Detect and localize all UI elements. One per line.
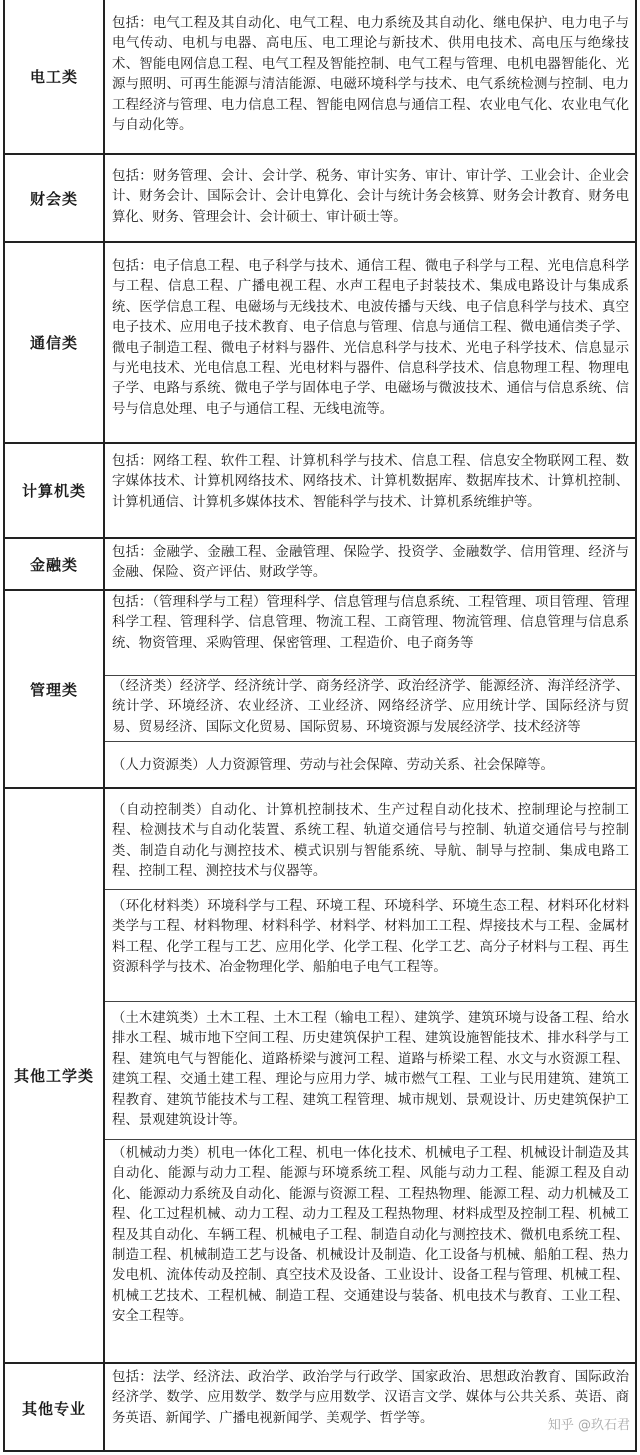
table-row xyxy=(5,0,635,153)
category-cell: 其他工学类 xyxy=(5,789,105,1362)
table-row xyxy=(5,442,635,537)
table-row xyxy=(5,589,635,787)
table-row xyxy=(5,153,635,241)
category-cell: 金融类 xyxy=(5,539,105,589)
category-cell: 电工类 xyxy=(5,0,105,153)
table-row xyxy=(5,1362,635,1452)
category-cell: 财会类 xyxy=(5,155,105,241)
majors-text: （人力资源类）人力资源管理、劳动与社会保障、劳动关系、社会保障等。 xyxy=(105,741,635,787)
majors-text: （环化材料类）环境科学与工程、环境工程、环境科学、环境生态工程、材料环化材料类学与工程、材料物理、材料科学、材料学、材料加工工程、焊接技术与工程、金属材料工程、化学工程与工艺、应用化学、化学工程、化学工艺、高分子材料与工程、再生资源科学与技术、冶金物理化学、船舶电子电气工程等。 xyxy=(105,889,635,1001)
content-cell xyxy=(105,539,635,589)
category-cell: 其他专业 xyxy=(5,1364,105,1452)
majors-text: （经济类）经济学、经济统计学、商务经济学、政治经济学、能源经济、海洋经济学、统计学、环境经济、农业经济、工业经济、网络经济学、应用统计学、国际经济与贸易、贸易经济、国际文化贸易、国际贸易、环境资源与发展经济学、技术经济等 xyxy=(105,675,635,739)
majors-text: （自动控制类）自动化、计算机控制技术、生产过程自动化技术、控制理论与控制工程、检测技术与自动化装置、系统工程、轨道交通信号与控制、轨道交通信号与控制类、制造自动化与测控技术、模式识别与智能系统、导航、制导与控制、集成电路工程、控制工程、测控技术与仪器等。 xyxy=(112,803,629,880)
content-cell xyxy=(105,155,635,241)
table-row xyxy=(5,537,635,589)
content-cell xyxy=(105,591,635,787)
content-cell xyxy=(105,1364,635,1452)
content-cell xyxy=(105,789,635,1362)
majors-text: 包括：网络工程、软件工程、计算机科学与技术、信息工程、信息安全物联网工程、数字媒体技术、计算机网络技术、网络技术、计算机数据库、数据库技术、计算机控制、计算机通信、计算机多媒体技术、智能科学与技术、计算机系统维护等。 xyxy=(112,454,629,510)
category-cell: 计算机类 xyxy=(5,444,105,537)
majors-text: 包括：财务管理、会计、会计学、税务、审计实务、审计、审计学、工业会计、企业会计、财务会计、国际会计、会计电算化、会计与统计务会核算、财务会计教育、财务电算化、财务、管理会计、会计硕士、审计硕士等。 xyxy=(112,169,629,225)
majors-text: 包括：电气工程及其自动化、电气工程、电力系统及其自动化、继电保护、电力电子与电气传动、电机与电器、高电压、电工理论与新技术、供用电技术、高电压与绝缘技术、智能电网信息工程、电气工程及智能控制、电气工程与管理、电机电器智能化、光源与照明、可再生能源与清洁能源、电磁环境科学与技术、电气系统检测与控制、电力工程经济与管理、电力信息工程、智能电网信息与通信工程、农业电气化、农业电气化与自动化等。 xyxy=(112,16,629,134)
majors-text: （土木建筑类）土木工程、土木工程（输电工程）、建筑学、建筑环境与设备工程、给水排水工程、城市地下空间工程、历史建筑保护工程、建筑设施智能技术、排水科学与工程、建筑电气与智能化、道路桥梁与渡河工程、道路与桥梁工程、水文与水资源工程、建筑工程、交通土建工程、理论与应用力学、城市燃气工程、工业与民用建筑、建筑工程教育、建筑节能技术与工程、建筑工程管理、城市规划、景观设计、历史建筑保护工程、景观建筑设计等。 xyxy=(105,1001,635,1205)
category-cell: 通信类 xyxy=(5,243,105,442)
majors-text: 包括：电子信息工程、电子科学与技术、通信工程、微电子科学与工程、光电信息科学与工程、信息工程、广播电视工程、水声工程电子封装技术、集成电路设计与集成系统、医学信息工程、电磁场与无线技术、电波传播与天线、电子信息科学与技术、真空电子技术、应用电子技术教育、电子信息与管理、信息与通信工程、微电通信类子学、微电子制造工程、微电子材料与器件、光信息科学与技术、光电子科学技术、信息显示与光电技术、光电信息工程、光电材料与器件、信息科学技术、信息物理工程、物理电子学、电路与系统、微电子学与固体电子学、电磁场与微波技术、通信与信息系统、信号与信息处理、电子与通信工程、无线电流等。 xyxy=(112,259,629,417)
zhihu-watermark: 知乎 @玖石君 xyxy=(547,1418,630,1433)
category-cell: 管理类 xyxy=(5,591,105,787)
content-cell xyxy=(105,243,635,442)
majors-text: 包括：金融学、金融工程、金融管理、保险学、投资学、金融数学、信用管理、经济与金融、保险、资产评估、财政学等。 xyxy=(112,545,629,581)
table-row xyxy=(5,787,635,1362)
content-cell xyxy=(105,0,635,153)
table-row xyxy=(5,241,635,442)
content-cell xyxy=(105,444,635,537)
majors-text: （机械动力类）机电一体化工程、机电一体化技术、机械电子工程、机械设计制造及其自动化、能源与动力工程、能源与环境系统工程、风能与动力工程、能源工程及自动化、能源动力系统及自动化、能源与资源工程、工程热物理、能源工程、动力机械及工程、化工过程机械、动力工程、动力工程及工程热物理、材料成型及控制工程、机械工程及其自动化、车辆工程、机械电子工程、制造自动化与测控技术、微机电系统工程、制造工程、机械制造工艺与设备、机械设计及制造、化工设备与机械、船舶工程、热力发电机、流体传动及控制、真空技术及设备、工业设计、设备工程与管理、机械工程、机械工艺技术、工程机械、制造工程、交通建设与装备、机电技术与教育、工业工程、安全工程等。 xyxy=(105,1139,635,1362)
majors-table xyxy=(3,0,637,1452)
majors-text: 包括：（管理科学与工程）管理科学、信息管理与信息系统、工程管理、项目管理、管理科学工程、管理科学、信息管理、物流工程、工商管理、物流管理、信息管理与信息系统、物资管理、采购管理、保密管理、工程造价、电子商务等 xyxy=(112,595,629,651)
majors-text: 包括：法学、经济法、政治学、政治学与行政学、国家政治、思想政治教育、国际政治经济学、数学、应用数学、数学与应用数学、汉语言文学、媒体与公共关系、英语、商务英语、新闻学、广播电视新闻学、美观学、哲学等。 xyxy=(112,1370,629,1426)
